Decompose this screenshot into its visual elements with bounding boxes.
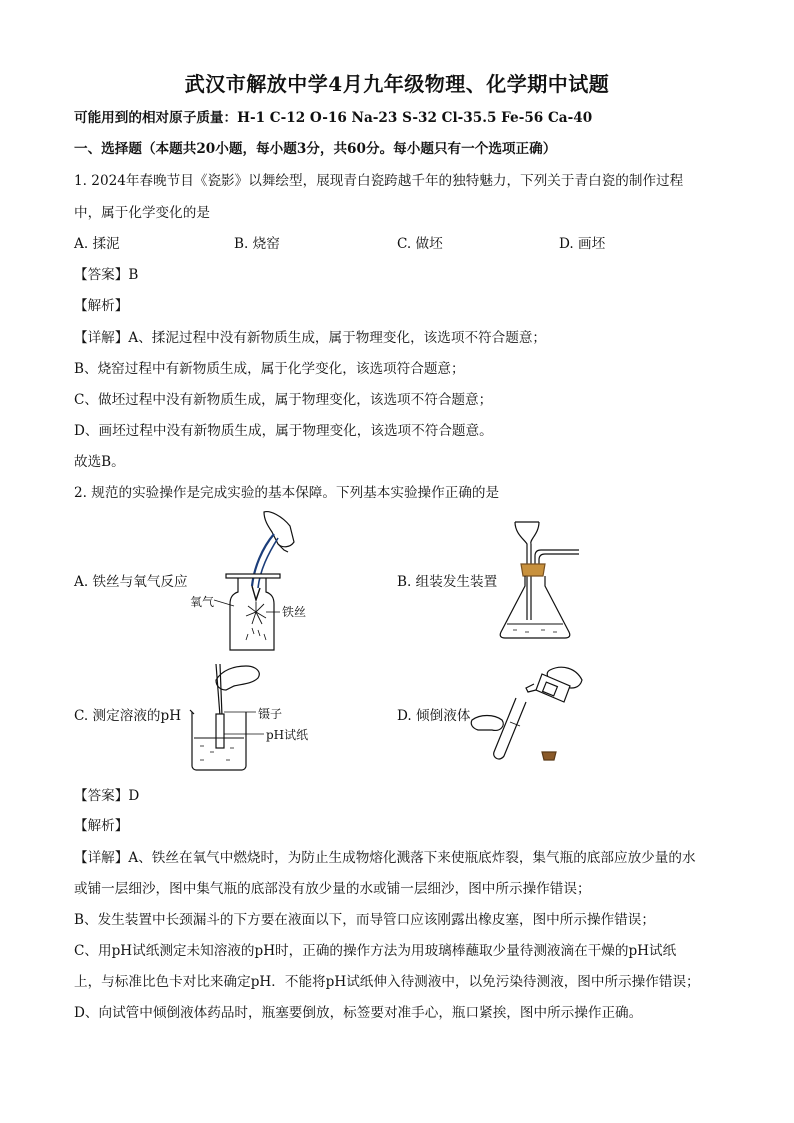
q2-detail-line: 或铺一层细沙，图中集气瓶的底部没有放少量的水或铺一层细沙，图中所示操作错误； xyxy=(74,881,591,897)
page-title: 武汉市解放中学4月九年级物理、化学期中试题 xyxy=(184,72,610,96)
q2-option-a: A. 铁丝与氧气反应 xyxy=(74,574,188,590)
q2-analysis-label: 【解析】 xyxy=(74,818,129,834)
q2-option-d: D. 倾倒液体 xyxy=(397,708,471,724)
q1-stem-line-1: 1. 2024年春晚节目《瓷影》以舞绘型，展现青白瓷跨越千年的独特魅力，下列关于青白瓷的制作过程 xyxy=(74,173,684,189)
oxygen-label: 氧气 xyxy=(190,595,215,609)
q1-detail-line: D、画坯过程中没有新物质生成，属于物理变化，该选项不符合题意。 xyxy=(74,423,493,439)
q1-detail-line: B、烧窑过程中有新物质生成，属于化学变化，该选项符合题意； xyxy=(74,361,465,377)
q2-option-c: C. 测定溶液的pH xyxy=(74,708,182,724)
q2-detail-line: 上，与标准比色卡对比来确定pH．不能将pH试纸伸入待测液中，以免污染待测液，图中所示操作错误； xyxy=(74,974,700,990)
q1-option-a: A. 揉泥 xyxy=(74,236,120,252)
q2-stem: 2. 规范的实验操作是完成实验的基本保障。下列基本实验操作正确的是 xyxy=(74,485,500,501)
q1-analysis-label: 【解析】 xyxy=(74,298,129,314)
ph-paper-label: pH试纸 xyxy=(266,728,309,742)
q2-option-b: B. 组装发生装置 xyxy=(397,574,498,590)
q1-option-d: D. 画坯 xyxy=(559,236,606,252)
q2-detail-line: D、向试管中倾倒液体药品时，瓶塞要倒放，标签要对准手心，瓶口紧挨，图中所示操作正确。 xyxy=(74,1005,643,1021)
iron-wire-label: 铁丝 xyxy=(282,605,307,619)
atomic-mass-line: 可能用到的相对原子质量：H-1 C-12 O-16 Na-23 S-32 Cl-35.5 Fe-56 Ca-40 xyxy=(74,110,593,126)
tweezers-label: 镊子 xyxy=(258,707,283,721)
q2-detail-line: C、用pH试纸测定未知溶液的pH时，正确的操作方法为用玻璃棒蘸取少量待测液滴在干燥的pH试纸 xyxy=(74,943,677,959)
q1-detail-line: C、做坯过程中没有新物质生成，属于物理变化，该选项不符合题意； xyxy=(74,392,493,408)
q1-stem-line-2: 中，属于化学变化的是 xyxy=(74,205,210,221)
section-heading: 一、选择题（本题共20小题，每小题3分，共60分。每小题只有一个选项正确） xyxy=(74,141,557,157)
q1-option-b: B. 烧窑 xyxy=(234,236,280,252)
q2-detail-line: 【详解】A、铁丝在氧气中燃烧时，为防止生成物熔化溅落下来使瓶底炸裂，集气瓶的底部应放少量的水 xyxy=(74,850,696,866)
q2-detail-line: B、发生装置中长颈漏斗的下方要在液面以下，而导管口应该刚露出橡皮塞，图中所示操作错误； xyxy=(74,912,655,928)
q1-option-c: C. 做坯 xyxy=(397,236,443,252)
iron-wire-oxygen-figure xyxy=(186,508,326,658)
q2-answer: 【答案】D xyxy=(74,788,140,804)
pouring-liquid-figure xyxy=(470,662,586,768)
ph-measurement-figure xyxy=(186,660,316,772)
q1-answer: 【答案】B xyxy=(74,267,139,283)
q1-detail-line: 【详解】A、揉泥过程中没有新物质生成，属于物理变化，该选项不符合题意； xyxy=(74,330,547,346)
gas-generation-apparatus-figure xyxy=(495,520,585,642)
q1-conclusion: 故选B。 xyxy=(74,454,125,470)
